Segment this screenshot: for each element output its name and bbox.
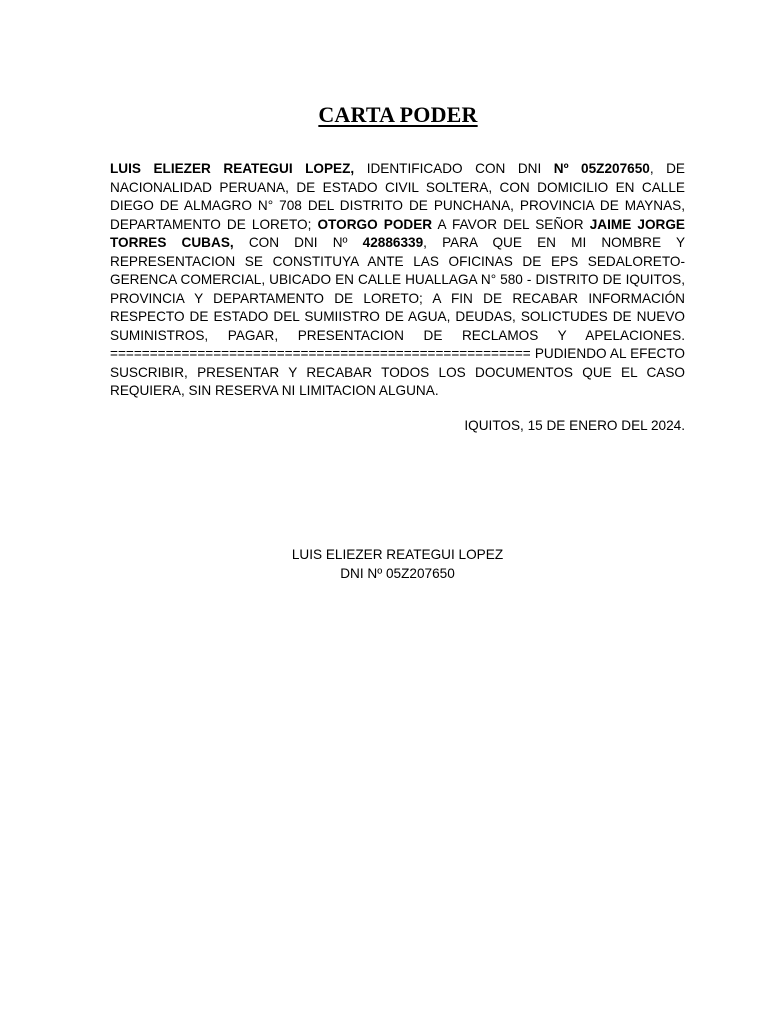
body-text-3: A FAVOR DEL SEÑOR <box>432 216 590 232</box>
grantor-dni: Nº 05Z207650 <box>553 161 650 176</box>
grantee-dni: 42886339 <box>362 235 424 250</box>
body-text-5: , PARA QUE EN MI NOMBRE Y REPRESENTACION SE CONSTITUYA ANTE LAS OFICINAS DE EPS SEDALORETO-GERENCA COMERCIAL, UBICADO EN CALLE HUALLAGA N° 580 - DISTRITO DE IQUITOS, PROVINCIA Y DEPARTAMENTO DE LORETO; A FIN DE RECABAR INFORMACIÓN RESPECTO DE ESTADO DEL SUMIISTRO DE AGUA, DEUDAS, SOLICTUDES DE NUEVO SUMINISTROS, PAGAR, PRESENTACION DE RECLAMOS Y APELACIONES. ===================================================== <box>110 235 686 361</box>
body-text-2: , DE NACIONALIDAD PERUANA, DE ESTADO CIVIL SOLTERA, CON DOMICILIO EN CALLE DIEGO DE ALMAGRO N° 708 DEL DISTRITO DE PUNCHANA, PROVINCIA DE MAYNAS, DEPARTAMENTO DE LORETO; <box>110 161 685 232</box>
body-text-6: PUDIENDO AL EFECTO SUSCRIBIR, PRESENTAR Y RECABAR TODOS LOS DOCUMENTOS QUE EL CASO REQUIERA, SIN RESERVA NI LIMITACION ALGUNA. <box>110 346 685 398</box>
grantee-name: JAIME JORGE TORRES CUBAS, <box>110 216 685 250</box>
signature-dni: DNI Nº 05Z207650 <box>340 565 455 581</box>
body-paragraph <box>110 160 685 401</box>
signature-name: LUIS ELIEZER REATEGUI LOPEZ <box>291 547 504 562</box>
grantor-name: LUIS ELIEZER REATEGUI LOPEZ, <box>110 161 355 176</box>
document-title: CARTA PODER <box>318 102 478 127</box>
date-line: IQUITOS, 15 DE ENERO DEL 2024. <box>464 418 685 433</box>
grant-phrase: OTORGO PODER <box>317 216 433 232</box>
signature-block <box>110 546 685 583</box>
body-text-4: CON DNI Nº <box>233 235 363 250</box>
body-text-1: IDENTIFICADO CON DNI <box>354 161 554 176</box>
